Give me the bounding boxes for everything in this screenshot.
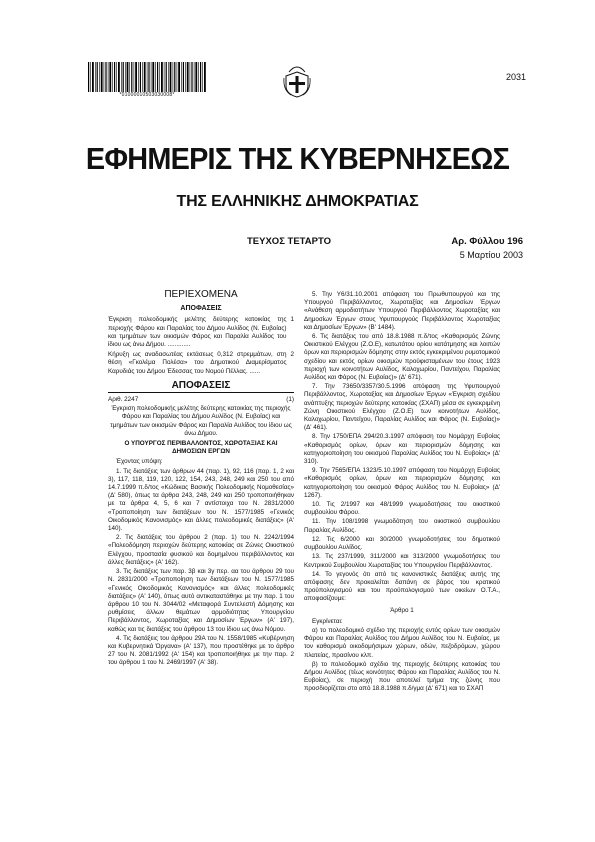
- decision-ref: (1): [286, 396, 294, 404]
- paragraph: 9. Την 7565/ΕΠΑ 1323/5.10.1997 απόφαση του Νομάρχη Ευβοίας «Καθορισμός ορίων, όρων και περιορισμών δόμησης και κατηγοριοποίηση του οικισμού Φάρος Αυλίδος του Ν. Ευβοίας» (Δ' 1267).: [304, 467, 500, 499]
- toc-item-text: Κήρυξη ως αναδασωτέας εκτάσεως 0,312 στρεμμάτων, στη θέση «Γκολέμα Πολέσα» του Δημοτικού Διαμερίσματος Καρυδιάς του Δήμου Έδεσσας του Νομού Πέλλας. ......: [108, 351, 287, 375]
- approval-intro: Εγκρίνεται:: [312, 617, 343, 625]
- paragraph: β) το πολεοδομικό σχέδιο της περιοχής δεύτερης κατοικίας του Δήμου Αυλίδος (τέως κοινότητες Φάρου και Παραλίας Αυλίδος του Ν. Ευβοίας), σε περιοχή που αποτελεί τμήμα της ζώνης που προσδιορίζεται στο από 18.8.1988 π.δ/γμα (Δ' 671) και το ΣΧΑΠ: [304, 660, 500, 693]
- national-emblem-icon: [283, 64, 311, 98]
- toc-item-text: Έγκριση πολεοδομικής μελέτης δεύτερης κατοικίας της περιοχής Φάρου και Παραλίας του Δήμου Αυλίδος (Ν. Ευβοίας) και τμημάτων των οικισμών Φάρος και Παραλία Αυλίδος του ίδιου ως άνω Δήμου. .............: [108, 316, 287, 349]
- article-title: Άρθρο 1: [390, 606, 414, 614]
- paragraph: 5. Την Υ6/31.10.2001 απόφαση του Πρωθυπουργού και της Υπουργού Περιβάλλοντος, Χωροταξίας και Δημοσίων Έργων «Ανάθεση αρμοδιοτήτων Υπουργού Περιβάλλοντος Χωροταξίας και Δημοσίων Έργων στους Υφυπουργούς Περιβάλλοντος Χωροταξίας και Δημοσίων Έργων» (Β' 1484).: [304, 291, 500, 331]
- paragraph: 13. Τις 237/1999, 311/2000 και 313/2000 γνωμοδοτήσεις του Κεντρικού Συμβουλίου Χωροταξίας του Υπουργείου Περιβάλλοντος.: [304, 553, 500, 569]
- toc-item-page: 2: [290, 351, 294, 359]
- toc-item-page: 1: [290, 316, 294, 324]
- paragraph: α) το πολεοδομικό σχέδιο της περιοχής εντός ορίων των οικισμών Φάρου και Παραλίας Αυλίδος του Δήμου Αυλίδος του Ν. Ευβοίας, με τον καθορισμό οικοδομήσιμων χώρων, οδών, πεζοδρόμων, χώρου πλατείας, πρασίνου κλπ.: [304, 626, 500, 659]
- paragraph: 4. Τις διατάξεις του άρθρου 29Α του Ν. 1558/1985 «Κυβέρνηση και Κυβερνητικά Όργανα» (Α' 137), που προστέθηκε με το άρθρο 27 του Ν. 2081/1992 (Α' 154) και τροποποιήθηκε με την παρ. 2 του άρθρου 1 του Ν. 2469/1997 (Α' 38).: [108, 634, 294, 667]
- decision-number: Αριθ. 2247: [108, 396, 139, 404]
- decision-title: Έγκριση πολεοδομικής μελέτης δεύτερης κατοικίας της περιοχής Φάρου και Παραλίας του Δήμου Αυλίδος (Ν. Ευβοίας) και τμημάτων των οικισμών Φάρος και Παραλία Αυλίδος του ίδιου ως άνω Δήμου.: [110, 405, 292, 437]
- minister-heading: Ο ΥΠΟΥΡΓΟΣ ΠΕΡΙΒΑΛΛΟΝΤΟΣ, ΧΩΡΟΤΑΞΙΑΣ ΚΑΙ ΔΗΜΟΣΙΩΝ ΕΡΓΩΝ: [124, 440, 278, 456]
- issue-date: 5 Μαρτίου 2003: [459, 250, 523, 260]
- paragraph: 1. Τις διατάξεις των άρθρων 44 (παρ. 1), 92, 116 (παρ. 1, 2 και 3), 117, 118, 119, 120, 122, 154, 243, 248, 249 και 250 του από 14.7.1999 π.δ/τος «Κώδικας Βασικής Πολεοδομικής Νομοθεσίας» (Δ' 580), όπως τα άρθρα 243, 248, 249 και 250 τροποποιήθηκαν με τα άρθρα 4, 5, 6 και 7 αντίστοιχα του Ν. 2831/2000 «Τροποποίηση των διατάξεων του Ν. 1577/1985 «Γενικός Οικοδομικός Κανονισμός» και άλλες πολεοδομικές διατάξεις» (Α' 140).: [108, 467, 294, 533]
- barcode: [88, 62, 206, 92]
- paragraph: 2. Τις διατάξεις του άρθρου 2 (παρ. 1) του Ν. 2242/1994 «Πολεοδόμηση περιοχών δεύτερης κατοικίας σε Ζώνες Οικιστικού Ελέγχου, προστασία φυσικού και δομημένου περιβάλλοντος και άλλες διατάξεις» (Α' 162).: [108, 534, 294, 566]
- paragraph: 11. Την 108/1998 γνωμοδότηση του οικιστικού συμβουλίου Παραλίας Αυλίδος.: [304, 518, 500, 534]
- paragraph: 14. Το γεγονός ότι από τις κανονιστικές διατάξεις αυτής της απόφασης δεν προκαλείται δαπάνη σε βάρος του κρατικού προϋπολογισμού και του προϋπολογισμού των οικείων Ο.Τ.Α., αποφασίζουμε:: [304, 570, 500, 603]
- toc-subtitle: ΑΠΟΦΑΣΕΙΣ: [180, 305, 222, 313]
- paragraph: 10. Τις 2/1997 και 48/1999 γνωμοδοτήσεις του οικιστικού συμβουλίου Φάρου.: [304, 501, 500, 517]
- paragraph: 7. Την 73650/3357/30.5.1996 απόφαση της Υφυπουργού Περιβάλλοντος, Χωροταξίας και Δημοσίων Έργων «Έγκριση σχεδίου ανάπτυξης περιοχών δεύτερης κατοικίας (ΣΧΑΠ) μέσα σε εγκεκριμένη Ζώνη Οικιστικού Ελέγχου (Ζ.Ο.Ε) των κοινοτήτων Αυλίδος, Καλοχωρίου, Παντείχου, Παραλίας Αυλίδος και Φάρος (Ν. Ευβοίας)» (Δ' 461).: [304, 383, 500, 432]
- page-number: 2031: [506, 72, 527, 82]
- paragraph: 12. Τις 6/2000 και 30/2000 γνωμοδοτήσεις του δημοτικού συμβουλίου Αυλίδος.: [304, 535, 500, 552]
- decisions-section-title: ΑΠΟΦΑΣΕΙΣ: [108, 382, 294, 393]
- gazette-masthead: ΕΦΗΜΕΡΙΣ ΤΗΣ ΚΥΒΕΡΝΗΣΕΩΣ: [85, 141, 510, 176]
- toc-item[interactable]: [108, 351, 294, 376]
- issue-type: ΤΕΥΧΟΣ ΤΕΤΑΡΤΟ: [247, 236, 331, 247]
- right-column: [304, 291, 500, 695]
- sheet-number: Αρ. Φύλλου 196: [451, 236, 523, 247]
- toc-title: ΠΕΡΙΕΧΟΜΕΝΑ: [164, 289, 238, 300]
- paragraph: 8. Την 1750/ΕΠΑ 294/20.3.1997 απόφαση του Νομάρχη Ευβοίας «Καθορισμός ορίων, όρων και περιορισμών δόμησης και κατηγοριοποίηση του οικισμού Παραλίας Αυλίδος του Ν. Ευβοίας» (Δ' 310).: [304, 433, 500, 466]
- decision-number-row: [108, 396, 294, 404]
- toc-item[interactable]: [108, 316, 294, 349]
- having-regard: Έχοντας υπόψη:: [116, 458, 163, 466]
- gazette-subhead: ΤΗΣ ΕΛΛΗΝΙΚΗΣ ΔΗΜΟΚΡΑΤΙΑΣ: [176, 193, 419, 210]
- left-column: [108, 291, 294, 669]
- paragraph: 6. Τις διατάξεις του από 18.8.1988 π.δ/τος «Καθορισμός Ζώνης Οικιστικού Ελέγχου (Ζ.Ο.Ε), κατωτάτου ορίου κατάτμησης και λοιπών όρων και περιορισμών δόμησης στην εκτός εγκεκριμένου ρυμοτομικού σχεδίου και εκτός ορίων οικισμών προϋφισταμένων του έτους 1923 περιοχή των κοινοτήτων Αυλίδος, Καλοχωρίου, Παντείχου, Παραλίας Αυλίδος και Φάρος (Ν. Ευβοίας)» (Δ' 671).: [304, 333, 500, 382]
- paragraph: 3. Τις διατάξεις των παρ. 3β και 3γ περ. αα του άρθρου 29 του Ν. 2831/2000 «Τροποποίηση των διατάξεων του Ν. 1577/1985 «Γενικός Οικοδομικός Κανονισμός» και άλλες πολεοδομικές διατάξεις» (Α' 140), όπως αυτό αντικαταστάθηκε με την παρ. 1 του άρθρου 10 του Ν. 3044/02 «Μεταφορά Συντελεστή Δόμησης και ρυθμίσεις άλλων θεμάτων αρμοδιότητας Υπουργείου Περιβάλλοντος, Χωροταξίας και Δημοσίων Έργων» (Α' 197), καθώς και τις διατάξεις του άρθρου 13 του ίδιου ως άνω Νόμου.: [108, 568, 294, 633]
- barcode-number: *01000010503030008*: [119, 92, 175, 98]
